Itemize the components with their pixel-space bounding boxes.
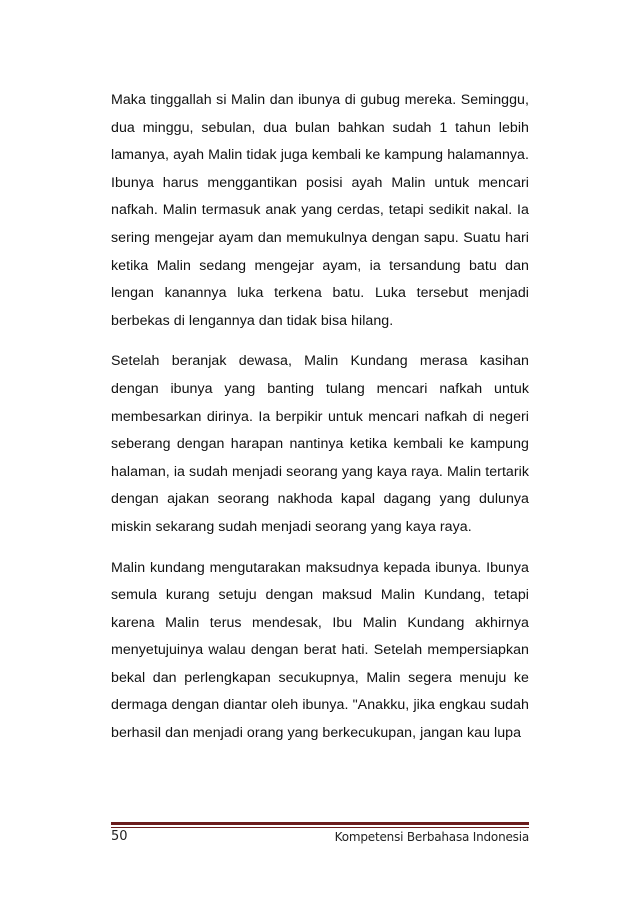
paragraph-3: Malin kundang mengutarakan maksudnya kepada ibunya. Ibunya semula kurang setuju dengan maksud Malin Kundang, tetapi karena Malin terus mendesak, Ibu Malin Kundang akhirnya menyetujuinya walau dengan berat hati. Setelah mempersiapkan bekal dan perlengkapan secukupnya, Malin segera menuju ke dermaga dengan diantar oleh ibunya. "Anakku, jika engkau sudah berhasil dan menjadi orang yang berkecukupan, jangan kau lupa (111, 559, 529, 742)
body-text (111, 87, 529, 761)
footer-book-title: Kompetensi Berbahasa Indonesia (334, 830, 529, 844)
paragraph-1: Maka tinggallah si Malin dan ibunya di gubug mereka. Seminggu, dua minggu, sebulan, dua bulan bahkan sudah 1 tahun lebih lamanya, ayah Malin tidak juga kembali ke kampung halamannya. Ibunya harus menggantikan posisi ayah Malin untuk mencari nafkah. Malin termasuk anak yang cerdas, tetapi sedikit nakal. Ia sering mengejar ayam dan memukulnya dengan sapu. Suatu hari ketika Malin sedang mengejar ayam, ia tersandung batu dan lengan kanannya luka terkena batu. Luka tersebut menjadi berbekas di lengannya dan tidak bisa hilang. (111, 92, 529, 329)
footer-rule-thick (111, 822, 529, 825)
footer-rule-thin (111, 827, 529, 828)
paragraph-2: Setelah beranjak dewasa, Malin Kundang merasa kasihan dengan ibunya yang banting tulang mencari nafkah untuk membesarkan dirinya. Ia berpikir untuk mencari nafkah di negeri seberang dengan harapan nantinya ketika kembali ke kampung halaman, ia sudah menjadi seorang yang kaya raya. Malin tertarik dengan ajakan seorang nakhoda kapal dagang yang dulunya miskin sekarang sudah menjadi seorang yang kaya raya. (111, 353, 529, 535)
page-number: 50 (111, 829, 128, 844)
